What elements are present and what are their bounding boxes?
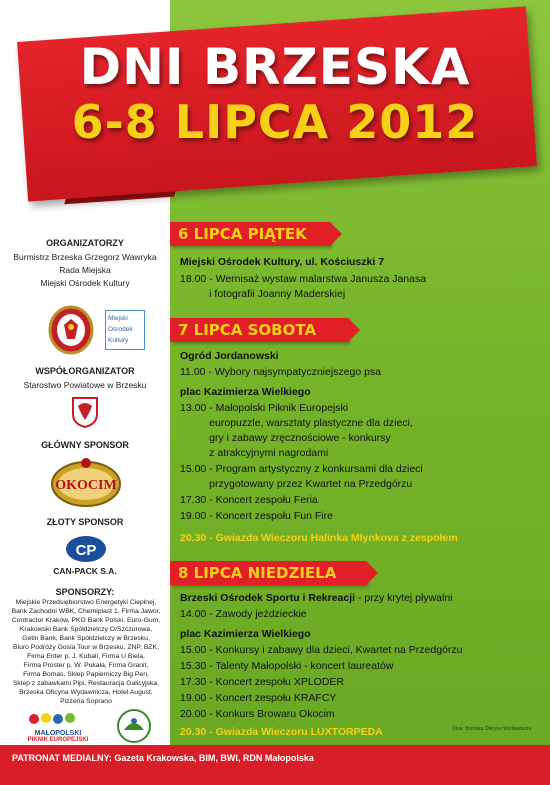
round-partner-logo bbox=[116, 708, 152, 744]
county-crest-icon bbox=[71, 396, 99, 428]
mok-logo-line-1: Miejski bbox=[108, 315, 128, 322]
day2-venue-1: Ogród Jordanowski bbox=[180, 350, 279, 362]
day2-venue-2: plac Kazimierza Wielkiego bbox=[180, 386, 311, 398]
day3-event-3: 15.30 - Talenty Małopolski - koncert laureatów bbox=[180, 660, 394, 672]
piknik-logo-line-1: MAŁOPOLSKI bbox=[34, 730, 82, 737]
day3-event-4: 17.30 - Koncert zespołu XPLODER bbox=[180, 676, 345, 688]
sponsors-line-6: Biuro Podróży Gosia Tour w Brzesku, ZNP, BZK, bbox=[13, 644, 159, 651]
print-credit: Druk: Brzeska Oficyna Wydawnicza bbox=[452, 726, 532, 732]
brzesko-crest-icon bbox=[48, 305, 94, 355]
day3-headliner: 20.30 - Gwiazda Wieczoru LUXTORPEDA bbox=[180, 726, 383, 738]
day3-venue-2: plac Kazimierza Wielkiego bbox=[180, 628, 311, 640]
day-banner-friday-label: 6 LIPCA PIĄTEK bbox=[178, 225, 307, 243]
day2-event-2-line-2: europuzzle, warsztaty plastyczne dla dzieci, bbox=[180, 417, 413, 429]
poster-dates: 6-8 LIPCA 2012 bbox=[71, 95, 479, 149]
day-banner-saturday-label: 7 LIPCA SOBOTA bbox=[178, 321, 317, 339]
main-sponsor-heading: GŁÓWNY SPONSOR bbox=[41, 440, 129, 450]
day2-headliner: 20.30 - Gwiazda Wieczoru Halinka Mlynkova z zespołem bbox=[180, 532, 458, 544]
day2-event-1: 11.00 - Wybory najsympatyczniejszego psa bbox=[180, 366, 382, 378]
organizers-heading: ORGANIZATORZY bbox=[46, 238, 124, 248]
media-patronage: PATRONAT MEDIALNY: Gazeta Krakowska, BIM, BWI, RDN Małopolska bbox=[12, 753, 314, 763]
sponsors-line-4: Krakowski Bank Spółdzielczy O/Szczurowa, bbox=[19, 626, 153, 633]
day2-event-2: 13.00 - Małopolski Piknik Europejski bbox=[180, 402, 349, 414]
coorganizer-heading: WSPÓŁORGANIZATOR bbox=[35, 366, 135, 376]
piknik-europejski-logo bbox=[14, 712, 102, 742]
day2-event-4: 17.30 - Koncert zespołu Feria bbox=[180, 494, 318, 506]
day2-event-5: 19.00 - Koncert zespołu Fun Fire bbox=[180, 510, 333, 522]
sponsors-line-10: Sklep z zabawkami Pipi, Restauracja Galicyjska, bbox=[12, 680, 160, 687]
day3-venue-1: Brzeski Ośrodek Sportu i Rekreacji bbox=[180, 592, 356, 604]
footer-bar bbox=[0, 745, 550, 785]
okocim-logo bbox=[50, 456, 122, 508]
mok-logo bbox=[105, 310, 145, 350]
canpack-logo-mark: CP bbox=[75, 542, 97, 559]
canpack-logo bbox=[64, 534, 108, 564]
day1-venue: Miejski Ośrodek Kultury, ul. Kościuszki 7 bbox=[180, 256, 385, 268]
poster-title: DNI BRZESKA bbox=[79, 38, 471, 96]
sponsors-heading: SPONSORZY: bbox=[55, 587, 115, 597]
piknik-logo-line-2: PIKNIK EUROPEJSKI bbox=[27, 737, 89, 743]
day1-event-1-cont: i fotografii Joanny Maderskiej bbox=[180, 288, 346, 300]
sponsors-line-12: Pizzeria Soprano bbox=[60, 698, 112, 705]
sponsors-line-11: Brzeska Oficyna Wydawnicza, Hotel August, bbox=[19, 689, 153, 696]
day3-event-5: 19.00 - Koncert zespołu KRAFCY bbox=[180, 692, 337, 704]
day2-event-2-line-4: z atrakcyjnymi nagrodami bbox=[180, 447, 329, 459]
organizer-3: Miejski Ośrodek Kultury bbox=[40, 278, 130, 288]
day-banner-sunday bbox=[170, 561, 366, 585]
sponsors-line-1: Miejskie Przedsiębiorstwo Energetyki Cieplnej, bbox=[15, 599, 157, 606]
day3-event-6: 20.00 - Konkurs Browaru Okocim bbox=[180, 708, 335, 720]
organizer-2: Rada Miejska bbox=[59, 265, 111, 275]
piknik-balloons-icon bbox=[14, 713, 102, 725]
organizer-1: Burmistrz Brzeska Grzegorz Wawryka bbox=[13, 252, 157, 262]
sponsors-line-9: Firma Bomas, Sklep Papierniczy Big Pen, bbox=[23, 671, 149, 678]
sponsors-line-3: Contractor Kraków, PKO Bank Polski, Euro-Gum, bbox=[11, 617, 161, 624]
day-banner-saturday bbox=[170, 318, 348, 342]
day3-event-1: 14.00 - Zawody jeździeckie bbox=[180, 608, 307, 620]
sponsors-line-5: Getin Bank, Bank Spółdzielczy w Brzesku, bbox=[22, 635, 150, 642]
okocim-logo-text: OKOCIM bbox=[55, 478, 117, 493]
gold-sponsor-heading: ZŁOTY SPONSOR bbox=[46, 517, 124, 527]
day-banner-friday bbox=[170, 222, 330, 246]
day2-event-2-line-3: gry i zabawy zręcznościowe - konkursy bbox=[180, 432, 391, 444]
day3-venue-1-note: - przy krytej pływalni bbox=[355, 592, 453, 604]
day2-event-3-line-2: przygotowany przez Kwartet na Przedgórzu bbox=[180, 478, 413, 490]
mok-logo-line-3: Kultury bbox=[108, 337, 129, 344]
mok-logo-line-2: Ośrodek bbox=[108, 326, 133, 333]
sponsors-line-2: Bank Zachodni WBK, Chemiplast 1, Firma Jawor, bbox=[11, 608, 161, 615]
day3-venue-1-row bbox=[180, 592, 453, 604]
day1-event-1: 18.00 - Wernisaż wystaw malarstwa Janusza Janasa bbox=[180, 273, 427, 285]
day2-event-3: 15.00 - Program artystyczny z konkursami dla dzieci bbox=[180, 463, 423, 475]
gold-sponsor-name: CAN-PACK S.A. bbox=[53, 566, 117, 576]
sponsors-line-7: Firma Enter p. J. Kubali, Firma U Biela, bbox=[27, 653, 145, 660]
coorganizer-name: Starostwo Powiatowe w Brzesku bbox=[23, 380, 147, 390]
day-banner-sunday-label: 8 LIPCA NIEDZIELA bbox=[178, 564, 337, 582]
sponsors-line-8: Firma Proster p. W. Pukała, Firma Granit, bbox=[23, 662, 149, 669]
day3-event-2: 15.00 - Konkursy i zabawy dla dzieci, Kwartet na Przedgórzu bbox=[180, 644, 463, 656]
